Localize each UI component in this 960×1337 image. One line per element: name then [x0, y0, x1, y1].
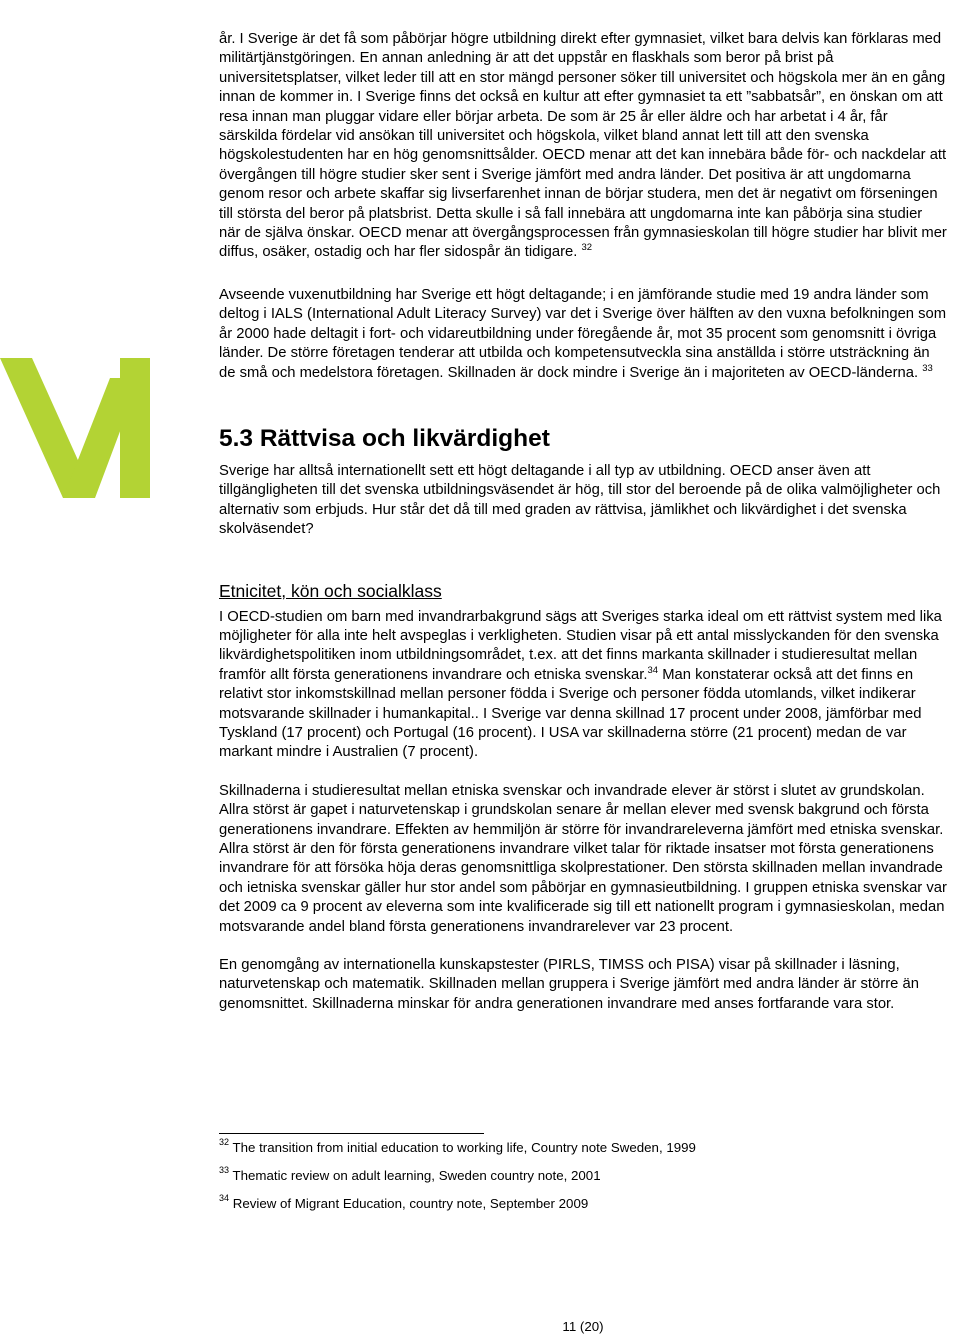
footnote-number: 32: [219, 1137, 230, 1147]
paragraph-text: Man konstaterar också att det finns en relativt stor inkomstskillnad mellan personer födda i Sverige och personer födda utomlands, vilket indikerar motsvarande skillnader i humankapital.. I Sverige var denna skillnad 17 procent under 2008, jämförbar med Tyskland (17 procent) och Portugal (16 procent). I USA var skillnaderna större (21 procent) medan de var markant mindre i Australien (7 procent).: [219, 666, 922, 761]
page-number: 11 (20): [562, 1319, 604, 1334]
paragraph-continuation: [219, 30, 947, 263]
footnote: [219, 1137, 919, 1156]
document-body: [219, 30, 947, 1033]
footnote-text: The transition from initial education to working life, Country note Sweden, 1999: [232, 1140, 696, 1155]
paragraph-text: år. I Sverige är det få som påbörjar högre utbildning direkt efter gymnasiet, vilket bara delvis kan förklaras med militärtjänstgöringen. En annan anledning är att det uppstår en flaskhals som beror på brist på universitetsplatser, vilket leder till att en stor mängd personer söker till universitet och högskola mer än en gång innan de kommer in. I Sverige finns det också en kultur att efter gymnasiet ta ett ”sabbatsår”, en önskan om att resa innan man pluggar vidare eller börjar arbeta. De som är 25 år eller äldre och har arbetat i 4 år, får särskilda fördelar vid ansökan till universitet och högskola, vilket bland annat lett till att den svenska högskolestudenten har en hög genomsnittsålder. OECD menar att det kan innebära både för- och nackdelar att övergången till högre studier sker sent i Sverige jämfört med andra länder. Det positiva är att ungdomarna genom resor och arbete skaffar sig livserfarenhet innan de börjar studera, men det är negativt om förseningen till största del beror på platsbrist. Detta skulle i så fall innebära att ungdomarna inte kan påbörja sina studier när de själva önskar. OECD menar att övergångsprocessen från gymnasieskolan till högre studier har blivit mer diffus, osäker, ostadig och har fler sidospår än tidigare.: [219, 31, 947, 261]
footnote: [219, 1193, 919, 1212]
footnote-ref: 33: [922, 362, 933, 374]
m-logo: [0, 358, 150, 498]
footnote-number: 33: [219, 1165, 230, 1175]
footnote-number: 34: [219, 1193, 230, 1203]
paragraph-text: I OECD-studien om barn med invandrarbakgrund sägs att Sveriges starka ideal om ett rättvist system med lika möjligheter för alla inte helt avspeglas i verkligheten. Studien visar på ett antal misslyckanden för den svenska likvärdighetspolitiken inom utbildningsområdet, t.ex. att det finns markanta skillnader i studieresultat mellan framför allt första generationens invandrare och etniska svenskar.: [219, 608, 942, 683]
footnote-text: Thematic review on adult learning, Sweden country note, 2001: [232, 1168, 601, 1183]
paragraph-adult-education: [219, 286, 947, 383]
section-intro: Sverige har alltså internationellt sett ett högt deltagande i all typ av utbildning. OECD anser även att tillgängligheten till det svenska utbildningsväsendet är hög, till stor del beroende på de olika valmöjligheter och alternativ som erbjuds. Hur står det då till med graden av rättvisa, jämlikhet och likvärdighet i det svenska skolväsendet?: [219, 462, 941, 538]
m-logo-right-stroke: [120, 358, 150, 498]
footnote-ref: 32: [581, 242, 593, 254]
paragraph-text: Avseende vuxenutbildning har Sverige ett högt deltagande; i en jämförande studie med 19 andra länder som deltog i IALS (International Adult Literacy Survey) var det i Sverige över hälften av den vuxna befolkningen som år 2000 hade deltagit i fort- och vidareutbildning under föregående år, mot 35 procent som genomsnitt i övriga länder. De större företagen tenderar att utbilda och kompetensutveckla sina anställda i större utsträckning än de små och medelstora företagen. Skillnaden är dock mindre i Sverige än i majoriteten av OECD-länderna.: [219, 286, 947, 381]
footnotes: [219, 1137, 919, 1224]
footnote-separator: [219, 1133, 484, 1134]
subheading: Etnicitet, kön och socialklass: [219, 580, 442, 601]
footnote: [219, 1165, 919, 1184]
footnote-ref: 34: [647, 664, 659, 676]
footnote-text: Review of Migrant Education, country note, September 2009: [232, 1196, 589, 1211]
paragraph-oecd-study: [219, 608, 947, 763]
section-heading: 5.3 Rättvisa och likvärdighet: [219, 424, 550, 452]
paragraph-results-gap: Skillnaderna i studieresultat mellan etniska svenskar och invandrade elever är störst i slutet av grundskolan. Allra störst är gapet i naturvetenskap i grundskolan senare år mellan elever med svensk bakgrund och första generationens invandrare. Effekten av hemmiljön är större för invandrareleverna jämfört med etniska svenskar. Allra störst är den för första generationens invandrare vilket talar för riktade insatser mot första generationens invandrare för att försöka höja deras genomsnittliga skolprestationer. Den största skillnaden mellan invandrade och ietniska svenskar gäller hur stor andel som påbörjar en gymnasieutbildning. I gruppen etniska svenskar var det 2009 ca 9 procent av eleverna som inte kvalificerade sig till ett nationellt program i gymnasieskolan, medan motsvarande andel bland första generationens invandrarelever var 23 procent.: [219, 782, 947, 935]
paragraph-knowledge-tests: En genomgång av internationella kunskapstester (PIRLS, TIMSS och PISA) visar på skillnader i läsning, naturvetenskap och matematik. Skillnaden mellan gruppera i Sverige jämfört med andra länder är större än genomsnittet. Skillnaderna minskar för andra generationen invandrare med anses fortfarande vara stor.: [219, 957, 919, 1012]
